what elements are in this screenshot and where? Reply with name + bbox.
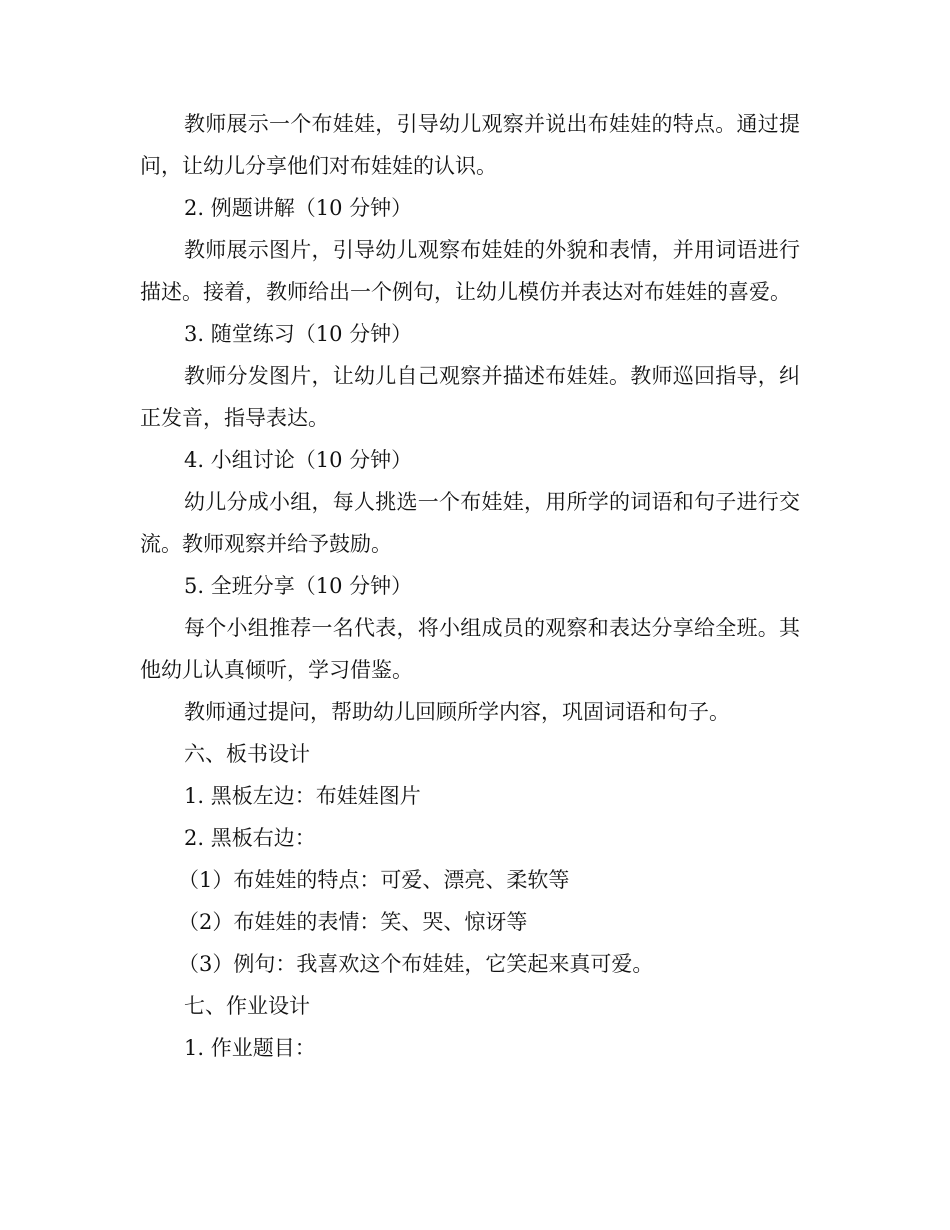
blackboard-right: 2. 黑板右边： <box>184 826 316 850</box>
document-page <box>140 103 800 1069</box>
paragraph-discussion: 幼儿分成小组，每人挑选一个布娃娃，用所学的词语和句子进行交流。教师观察并给予鼓励。 <box>140 490 800 556</box>
heading-example-explanation: 2. 例题讲解（10 分钟） <box>184 196 413 220</box>
heading-class-sharing: 5. 全班分享（10 分钟） <box>184 574 413 598</box>
paragraph-intro: 教师展示一个布娃娃，引导幼儿观察并说出布娃娃的特点。通过提问，让幼儿分享他们对布娃娃的认识。 <box>140 112 800 178</box>
paragraph-example: 教师展示图片，引导幼儿观察布娃娃的外貌和表情，并用词语进行描述。接着，教师给出一个例句，让幼儿模仿并表达对布娃娃的喜爱。 <box>140 238 800 304</box>
blackboard-item-expressions: （2）布娃娃的表情：笑、哭、惊讶等 <box>178 910 528 934</box>
blackboard-left: 1. 黑板左边：布娃娃图片 <box>184 784 421 808</box>
paragraph-sharing: 每个小组推荐一名代表，将小组成员的观察和表达分享给全班。其他幼儿认真倾听，学习借鉴。 <box>140 616 800 682</box>
homework-title: 1. 作业题目： <box>184 1036 316 1060</box>
section-blackboard-design: 六、板书设计 <box>184 742 310 766</box>
blackboard-item-features: （1）布娃娃的特点：可爱、漂亮、柔软等 <box>178 868 570 892</box>
heading-group-discussion: 4. 小组讨论（10 分钟） <box>184 448 413 472</box>
paragraph-review: 教师通过提问，帮助幼儿回顾所学内容，巩固词语和句子。 <box>184 700 730 724</box>
paragraph-practice: 教师分发图片，让幼儿自己观察并描述布娃娃。教师巡回指导，纠正发音，指导表达。 <box>140 364 800 430</box>
heading-classroom-practice: 3. 随堂练习（10 分钟） <box>184 322 413 346</box>
blackboard-item-example-sentence: （3）例句：我喜欢这个布娃娃，它笑起来真可爱。 <box>178 952 654 976</box>
section-homework-design: 七、作业设计 <box>184 994 310 1018</box>
